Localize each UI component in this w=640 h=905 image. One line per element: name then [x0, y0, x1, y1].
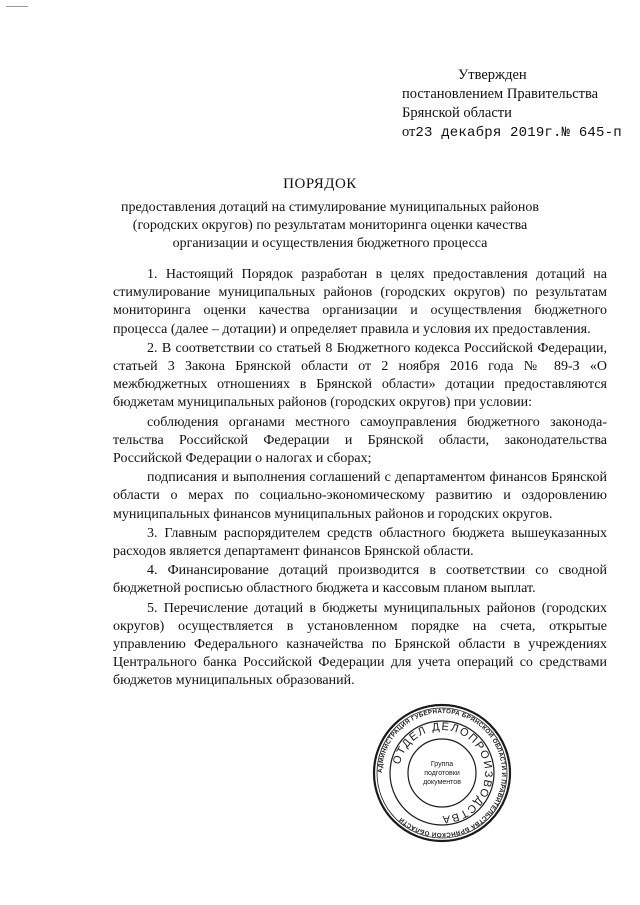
approval-line-1: постановлением Правительства: [402, 86, 599, 102]
seal-center-line-1: Группа: [430, 761, 454, 768]
approval-date-line: [402, 123, 622, 143]
paragraph-4: 4. Финансирование дотаций производится в соответствии со сводной бюджетной росписью областного бюджета и кассовым планом выплат.: [113, 563, 607, 597]
approval-title: Утвержден: [458, 67, 527, 83]
paragraph-2-condition-1: соблюдения органами местного самоуправления бюджетного законодательства Российской Федерации и Брянской области, законодательства Российской Федерации о налогах и сборах;: [113, 414, 607, 467]
seal-outer-text: АДМИНИСТРАЦИЯ ГУБЕРНАТОРА БРЯНСКОЙ ОБЛАСТИ И ПРАВИТЕЛЬСТВА БРЯНСКОЙ ОБЛАСТИ: [376, 707, 508, 839]
document-subtitle: предоставления дотаций на стимулирование муниципальных районов (городских округов) по результатам мониторинга оценки качества организации и осуществления бюджетного процесса: [120, 200, 539, 251]
paragraph-2-condition-2: подписания и выполнения соглашений с департаментом финансов Брянской области о мерах по социально-экономическому развитию и оздоровлению муниципальных финансов муниципальных районов и городских округов.: [113, 470, 607, 522]
approval-date-value: 23 декабря 2019г.№ 645-п: [415, 125, 622, 141]
paragraph-1: 1. Настоящий Порядок разработан в целях предоставления дотаций на стимулирование муниципальных районов (городских округов) по результатам мониторинга оценки качества организации и осуществления бюджетного процесса (далее – дотации) и определяет правила и условия их предоставления.: [113, 267, 607, 337]
paragraph-3: 3. Главным распорядителем средств областного бюджета вышеуказанных расходов является департамент финансов Брянской области.: [113, 525, 607, 560]
paragraph-5: 5. Перечисление дотаций в бюджеты муниципальных районов (городских округов) осуществляется в установленном порядке на счета, открытые управлению Федерального казначейства по Брянской области в учреждениях Центрального банка Российской Федерации для учета операций со средствами бюджетов муниципальных образований.: [113, 600, 607, 689]
scan-corner-mark: [6, 6, 28, 7]
approval-date-prefix: от: [402, 124, 416, 140]
document-title: ПОРЯДОК: [283, 176, 357, 192]
official-seal: [372, 703, 512, 843]
approval-block: [402, 66, 622, 143]
seal-center-line-3: документов: [423, 779, 461, 786]
document-body: [113, 266, 607, 691]
approval-line-2: Брянской области: [402, 105, 512, 121]
seal-inner-text: ОТДЕЛ ДЕЛОПРОИЗВОДСТВА: [390, 720, 495, 826]
seal-center-line-2: подготовки: [424, 770, 460, 777]
paragraph-2: 2. В соответствии со статьей 8 Бюджетного кодекса Российской Федерации, статьей 3 Закона Брянской области от 2 ноября 2016 года № 89-З «О межбюджетных отношениях в Брянской области» дотации предоставляются бюджетам муниципальных районов (городских округов) при условии:: [113, 340, 607, 411]
